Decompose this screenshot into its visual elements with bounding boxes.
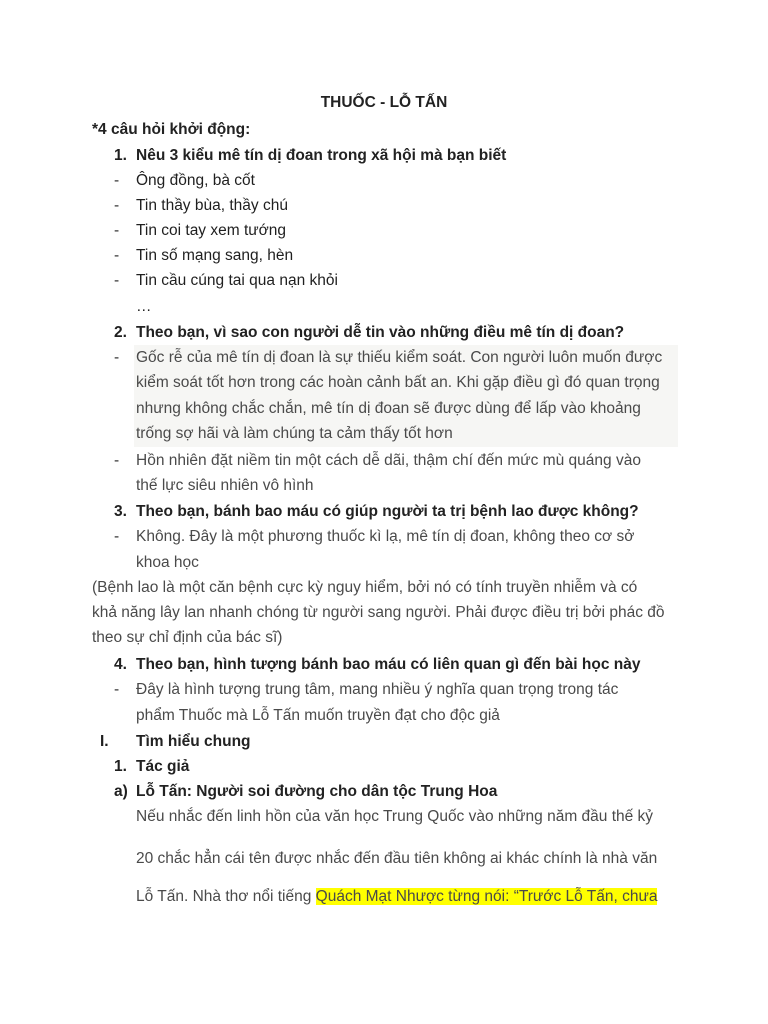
answer-line: thế lực siêu nhiên vô hình [136,477,314,494]
answer-line: Gốc rễ của mê tín dị đoan là sự thiếu kiểm soát. Con người luôn muốn được [136,349,663,366]
bullet-dash: - [114,681,120,698]
document-title: THUỐC - LỖ TẤN [320,94,448,111]
question-text: Theo bạn, hình tượng bánh bao máu có liên quan gì đến bài học này [136,656,641,673]
bullet-dash: - [114,172,120,189]
highlighted-text: Quách Mạt Nhược từng nói: “Trước Lỗ Tấn, chưa [315,888,658,905]
bullet-dash: - [114,349,120,366]
question-number: 3. [114,503,127,520]
answer-line: phẩm Thuốc mà Lỗ Tấn muốn truyền đạt cho độc giả [136,707,500,724]
note-line: (Bệnh lao là một căn bệnh cực kỳ nguy hiểm, bởi nó có tính truyền nhiễm và có [92,579,638,596]
bullet-dash: - [114,272,120,289]
note-line: theo sự chỉ định của bác sĩ) [92,629,283,646]
subsection-heading: Lỗ Tấn: Người soi đường cho dân tộc Trung Hoa [136,783,498,800]
answer-line: kiểm soát tốt hơn trong các hoàn cảnh bất an. Khi gặp điều gì đó quan trọng [136,374,660,391]
answer-line: Đây là hình tượng trung tâm, mang nhiều ý nghĩa quan trọng trong tác [136,681,619,698]
bullet-dash: - [114,247,120,264]
paragraph-line [136,885,657,909]
answer-line: trống sợ hãi và làm chúng ta cảm thấy tốt hơn [136,425,453,442]
list-item: Tin cầu cúng tai qua nạn khỏi [136,272,338,289]
list-item: Tin coi tay xem tướng [136,222,287,239]
question-text: Theo bạn, vì sao con người dễ tin vào những điều mê tín dị đoan? [136,324,625,341]
ellipsis-text: … [136,298,152,315]
bullet-dash: - [114,528,120,545]
answer-line: nhưng không chắc chắn, mê tín dị đoan sẽ được dùng để lấp vào khoảng [136,400,641,417]
question-number: 1. [114,147,127,164]
subsection-number: 1. [114,758,127,775]
paragraph-text: Lỗ Tấn. Nhà thơ nổi tiếng [136,888,316,905]
bullet-dash: - [114,452,120,469]
section-warmup-heading: *4 câu hỏi khởi động: [92,121,251,138]
paragraph-line: Nếu nhắc đến linh hồn của văn học Trung Quốc vào những năm đầu thế kỷ [136,808,654,825]
list-item: Tin thầy bùa, thầy chú [136,197,288,214]
section-heading: Tìm hiểu chung [136,733,251,750]
subsection-letter: a) [114,783,128,800]
bullet-dash: - [114,222,120,239]
note-line: khả năng lây lan nhanh chóng từ người sang người. Phải được điều trị bởi phác đồ [92,604,665,621]
list-item: Tin số mạng sang, hèn [136,247,294,264]
question-text: Theo bạn, bánh bao máu có giúp người ta trị bệnh lao được không? [136,503,639,520]
question-number: 2. [114,324,127,341]
question-number: 4. [114,656,127,673]
answer-line: Không. Đây là một phương thuốc kì lạ, mê tín dị đoan, không theo cơ sở [136,528,635,545]
answer-line: Hồn nhiên đặt niềm tin một cách dễ dãi, thậm chí đến mức mù quáng vào [136,452,641,469]
section-number: I. [100,733,109,750]
list-item: Ông đồng, bà cốt [136,172,255,189]
subsection-heading: Tác giả [136,758,190,775]
question-text: Nêu 3 kiểu mê tín dị đoan trong xã hội mà bạn biết [136,147,507,164]
bullet-dash: - [114,197,120,214]
paragraph-line: 20 chắc hẳn cái tên được nhắc đến đầu tiên không ai khác chính là nhà văn [136,850,658,867]
answer-line: khoa học [136,554,199,571]
